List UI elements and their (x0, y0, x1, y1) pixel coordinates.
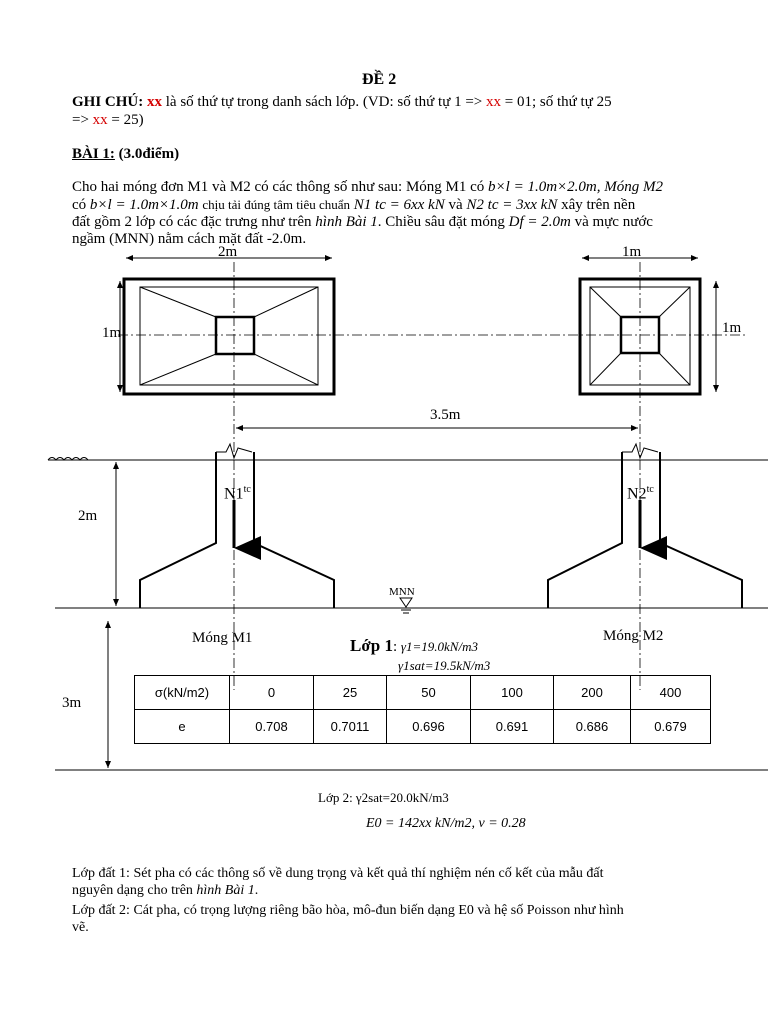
table-cell: 0.7011 (314, 710, 387, 744)
page-title: ĐỀ 2 (362, 71, 397, 88)
note-eq2: = 25) (111, 112, 144, 128)
consolidation-table (134, 675, 711, 744)
note-xx: xx (147, 94, 162, 110)
m2-dimensions: b×l = 1.0m×1.0m (89, 197, 199, 213)
label-n2-text: N2 (627, 485, 647, 503)
footer-line-1: Lớp đất 1: Sét pha có các thông số về dung trọng và kết quả thí nghiệm nén cố kết của mẫu đất (72, 866, 604, 881)
n1-load: N1 tc = 6xx kN (353, 197, 445, 213)
table-cell: 400 (631, 676, 711, 710)
section-footing-m2 (548, 452, 742, 608)
label-n1-sup: tc (243, 484, 251, 495)
layer1-thickness: 3m (62, 695, 82, 711)
mnn-label: MNN (389, 586, 415, 598)
n2-load: N2 tc = 3xx kN (466, 197, 558, 213)
problem-text-1: Cho hai móng đơn M1 và M2 có các thông số như sau: Móng M1 có (72, 179, 485, 195)
table-header-e: e (135, 710, 230, 744)
table-cell: 0.679 (631, 710, 711, 744)
note-xx-example-1: xx (486, 94, 502, 110)
note-text: là số thứ tự trong danh sách lớp. (VD: số thứ tự 1 => (165, 94, 483, 110)
layer2-modulus: E0 = 142xx kN/m2, ν = 0.28 (366, 816, 526, 831)
label-n2-sup: tc (646, 484, 654, 495)
table-cell: 0.708 (230, 710, 314, 744)
footer-text-2: nguyên dạng cho trên (72, 883, 193, 898)
table-cell: 100 (471, 676, 554, 710)
note-eq1: = 01; số thứ tự 25 (504, 94, 612, 110)
problem-text-3c: và mực nước (574, 214, 653, 230)
label-n2 (627, 480, 654, 504)
footer-line-3: Lớp đất 2: Cát pha, có trọng lượng riêng bão hòa, mô-đun biến dạng E0 và hệ số Poisson như hình (72, 903, 624, 918)
footer-line-2 (72, 881, 258, 901)
dim-depth: 2m (78, 508, 98, 524)
label-mong-m2: Móng M2 (603, 628, 664, 644)
problem-text-2a: có (72, 197, 87, 213)
footer-period: . (254, 883, 259, 898)
problem-number: BÀI 1: (72, 146, 115, 162)
footer-figure-ref: hình Bài 1 (196, 883, 255, 898)
figure-reference: hình Bài 1 (315, 214, 378, 230)
problem-text-3a: đất gồm 2 lớp có các đặc trưng như trên (72, 214, 312, 230)
plan-footing-m1 (124, 279, 334, 394)
table-cell: 0.696 (387, 710, 471, 744)
m1-dimensions: b×l = 1.0m×2.0m, Móng M2 (488, 179, 663, 195)
table-row-e (135, 710, 711, 744)
section-footing-m1 (140, 452, 334, 608)
label-n1 (224, 480, 251, 504)
note-label: GHI CHÚ: (72, 94, 144, 110)
problem-text-2c: và (448, 197, 463, 213)
label-mong-m1: Móng M1 (192, 630, 253, 646)
problem-text-3b: . Chiều sâu đặt móng (377, 214, 505, 230)
dim-1m-left: 1m (102, 325, 122, 341)
problem-line-4: ngầm (MNN) nằm cách mặt đất -2.0m. (72, 231, 307, 247)
problem-points: (3.0điểm) (118, 146, 180, 162)
layer1-header: Lớp 1: γ1=19.0kN/m3 (350, 636, 478, 655)
layer1-gamma: γ1=19.0kN/m3 (400, 639, 478, 654)
note-xx-example-2: xx (92, 112, 108, 128)
layer1-title: Lớp 1 (350, 636, 393, 655)
problem-text-2b: chịu tải đúng tâm tiêu chuẩn (202, 197, 351, 212)
label-n1-text: N1 (224, 485, 244, 503)
table-cell: 25 (314, 676, 387, 710)
note-arrow: => (72, 112, 89, 128)
table-row-sigma (135, 676, 711, 710)
table-cell: 0.691 (471, 710, 554, 744)
layer1-gamma-sat: γ1sat=19.5kN/m3 (398, 658, 491, 673)
table-cell: 200 (554, 676, 631, 710)
layer2-properties: Lớp 2: γ2sat=20.0kN/m3 (318, 790, 449, 805)
table-header-sigma: σ(kN/m2) (135, 676, 230, 710)
table-cell: 50 (387, 676, 471, 710)
problem-text-2d: xây trên nền (561, 197, 636, 213)
dim-2m-top: 2m (218, 244, 238, 260)
footer-line-4: vẽ. (72, 920, 89, 935)
table-cell: 0.686 (554, 710, 631, 744)
dim-1m-top: 1m (622, 244, 642, 260)
dim-spacing: 3.5m (430, 407, 461, 423)
table-cell: 0 (230, 676, 314, 710)
dim-1m-right: 1m (722, 320, 742, 336)
foundation-depth: Df = 2.0m (508, 214, 571, 230)
plan-dimensions (120, 258, 716, 428)
